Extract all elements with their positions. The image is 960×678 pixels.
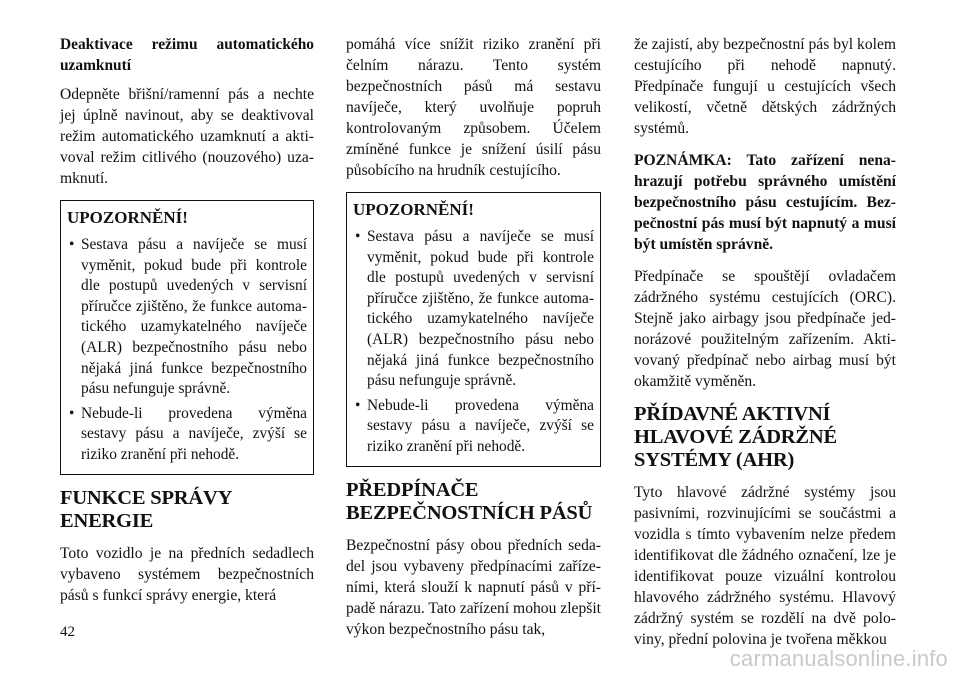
warning-item: • Sestava pásu a navíječe se musí vyměnit, pokud bude při kontrole dle postupů uvedených v servisní příručce zjištěno, že funkce automatického uzamykatelného navíječe (ALR) bezpečnostního pásu nebo nějaká jiná funkce bezpečnostního pásu nefunguje správně. bbox=[67, 235, 307, 400]
warning-list bbox=[67, 235, 307, 466]
section-heading-energy-management: FUNKCE SPRÁVY ENERGIE bbox=[60, 486, 232, 532]
warning-item: • Nebude-li provedena výměna sestavy pásu a navíječe, zvýší se riziko zranění při nehodě. bbox=[353, 396, 594, 458]
paragraph-pretensioners-cont: že zajistí, aby bezpečnostní pás byl kolem cestujícího při nehodě napnutý. Předpínače fungují u cestujících všech velikostí, včetně dětských zádržných systémů. bbox=[634, 36, 896, 137]
subheading-auto-lock-deactivation: Deaktivace režimu automatického uzamknutí bbox=[60, 36, 314, 74]
paragraph-energy-management-cont: pomáhá více snížit riziko zranění při čelním nárazu. Tento systém bezpečnostních pásů má sestavu navíječe, který uvolňuje popruh kontrolovaným způsobem. Účelem zmíněné funkce je snížení úsilí pásu působícího na hrudník cestujícího. bbox=[346, 36, 601, 179]
warning-title: UPOZORNĚNÍ! bbox=[67, 208, 188, 227]
warning-item: • Nebude-li provedena výměna sestavy pásu a navíječe, zvýší se riziko zranění při nehodě. bbox=[67, 404, 307, 466]
column-right bbox=[634, 34, 896, 661]
warning-list bbox=[353, 227, 594, 458]
warning-item: • Sestava pásu a navíječe se musí vyměnit, pokud bude při kontrole dle postupů uvedených v servisní příručce zjištěno, že funkce automatického uzamykatelného navíječe (ALR) bezpečnostního pásu nebo nějaká jiná funkce bezpečnostního pásu nefunguje správně. bbox=[353, 227, 594, 392]
warning-box bbox=[60, 200, 314, 475]
paragraph-orc: Předpínače se spouštějí ovladačem zádržného systému cestujících (ORC). Stejně jako airbagy jsou předpínače jednorázové použitelným zařízením. Aktivovaný předpínač nebo airbag musí být okamžitě vyměněn. bbox=[634, 268, 896, 390]
paragraph-deactivation: Odepněte břišní/ramenní pás a nechte jej úplně navinout, aby se deaktivoval režim automatického uzamknutí a aktivoval režim citlivého (nouzového) uzamknutí. bbox=[60, 86, 314, 187]
column-left bbox=[60, 34, 314, 617]
section-heading-pretensioners: PŘEDPÍNAČE BEZPEČNOSTNÍCH PÁSŮ bbox=[346, 478, 593, 524]
warning-title: UPOZORNĚNÍ! bbox=[353, 200, 474, 219]
note-paragraph: POZNÁMKA: Tato zařízení nenahrazují potřebu správného umístění bezpečnostního pásu cestujícím. Bezpečnostní pás musí být napnutý a musí být umístěn správně. bbox=[634, 152, 896, 253]
paragraph-ahr: Tyto hlavové zádržné systémy jsou pasivními, rozvinujícími se součástmi a vozidla s tímto vybavením nelze předem identifikovat dle žádného označení, lze je identifikovat pouze vizuální kontrolou hlavového zádržného systému. Hlavový zádržný systém se rozdělí na dvě poloviny, přední polovina je tvořena měkkou bbox=[634, 484, 896, 648]
section-heading-ahr: PŘÍDAVNÉ AKTIVNÍ HLAVOVÉ ZÁDRŽNÉ SYSTÉMY (AHR) bbox=[634, 403, 837, 471]
warning-box bbox=[346, 192, 601, 467]
watermark: carmanualsonline.info bbox=[729, 646, 948, 671]
page-number: 42 bbox=[60, 624, 75, 640]
column-middle bbox=[346, 34, 601, 651]
paragraph-pretensioners: Bezpečnostní pásy obou předních sedadel jsou vybaveny předpínacími zařízeními, která slouží k napnutí pásů v případě nárazu. Tato zařízení mohou zlepšit výkon bezpečnostního pásu tak, bbox=[346, 536, 601, 638]
paragraph-energy-management: Toto vozidlo je na předních sedadlech vybaveno systémem bezpečnostních pásů s funkcí správy energie, která bbox=[60, 544, 314, 604]
